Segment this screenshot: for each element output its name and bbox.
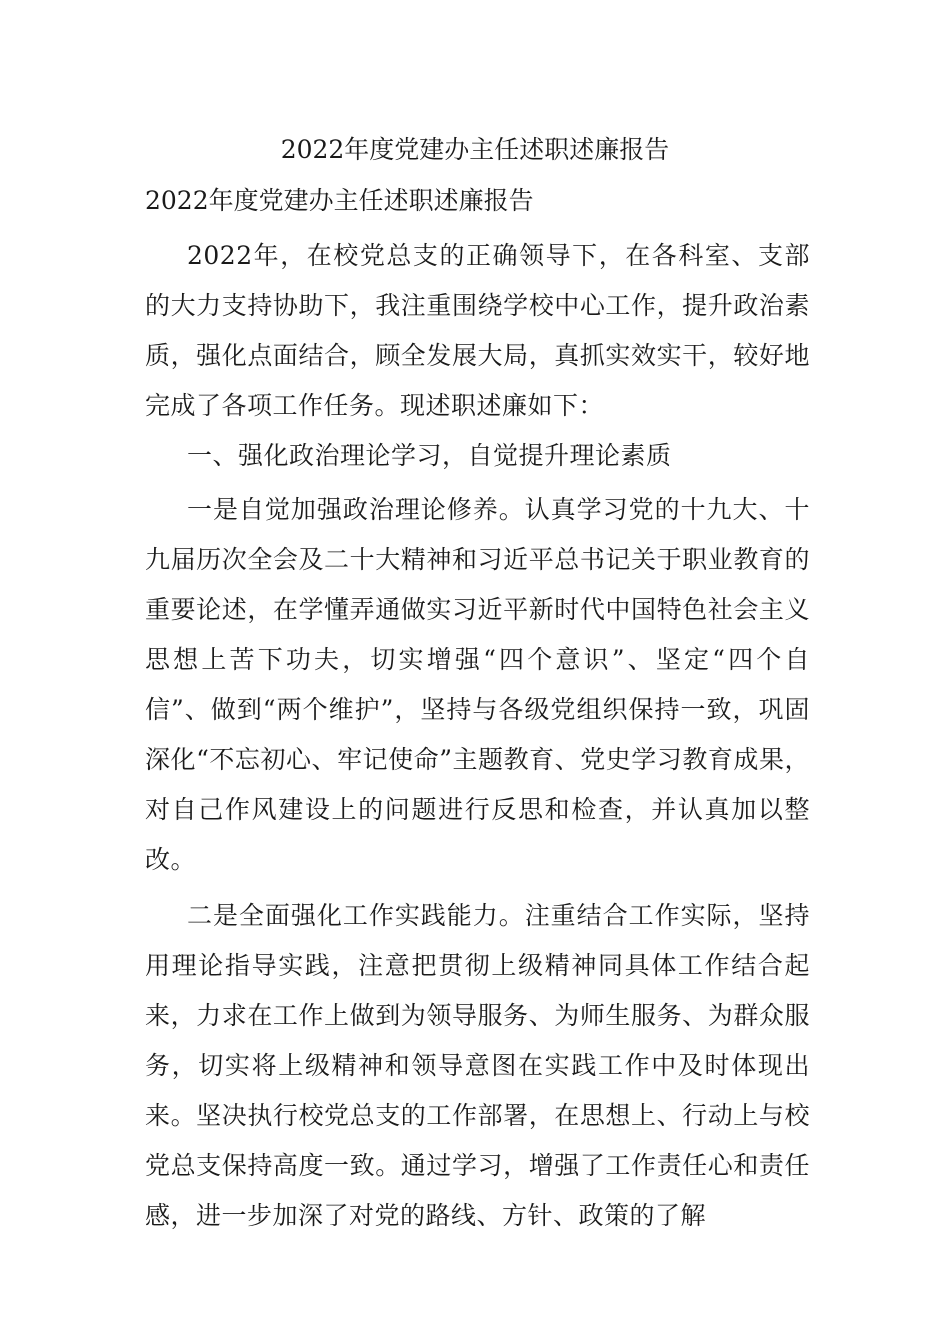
- intro-paragraph: 2022年，在校党总支的正确领导下，在各科室、支部的大力支持协助下，我注重围绕学校中心工作，提升政治素质，强化点面结合，顾全发展大局，真抓实效实干，较好地完成了各项工作任务。现述职述廉如下：: [145, 241, 810, 420]
- body-paragraph-2: 二是全面强化工作实践能力。注重结合工作实际，坚持用理论指导实践，注意把贯彻上级精神同具体工作结合起来，力求在工作上做到为领导服务、为师生服务、为群众服务，切实将上级精神和领导意图在实践工作中及时体现出来。坚决执行校党总支的工作部署，在思想上、行动上与校党总支保持高度一致。通过学习，增强了工作责任心和责任感，进一步加深了对党的路线、方针、政策的了解: [145, 901, 810, 1230]
- section-heading-1: 一、强化政治理论学习，自觉提升理论素质: [187, 441, 672, 470]
- document-body: [145, 231, 810, 1241]
- document-title: 2022年度党建办主任述职述廉报告: [280, 135, 670, 164]
- document-subtitle: 2022年度党建办主任述职述廉报告: [145, 186, 534, 215]
- body-paragraph-1: 一是自觉加强政治理论修养。认真学习党的十九大、十九届历次全会及二十大精神和习近平总书记关于职业教育的重要论述，在学懂弄通做实习近平新时代中国特色社会主义思想上苦下功夫，切实增强“四个意识”、坚定“四个自信”、做到“两个维护”，坚持与各级党组织保持一致，巩固深化“不忘初心、牢记使命”主题教育、党史学习教育成果，对自己作风建设上的问题进行反思和检查，并认真加以整改。: [145, 495, 810, 874]
